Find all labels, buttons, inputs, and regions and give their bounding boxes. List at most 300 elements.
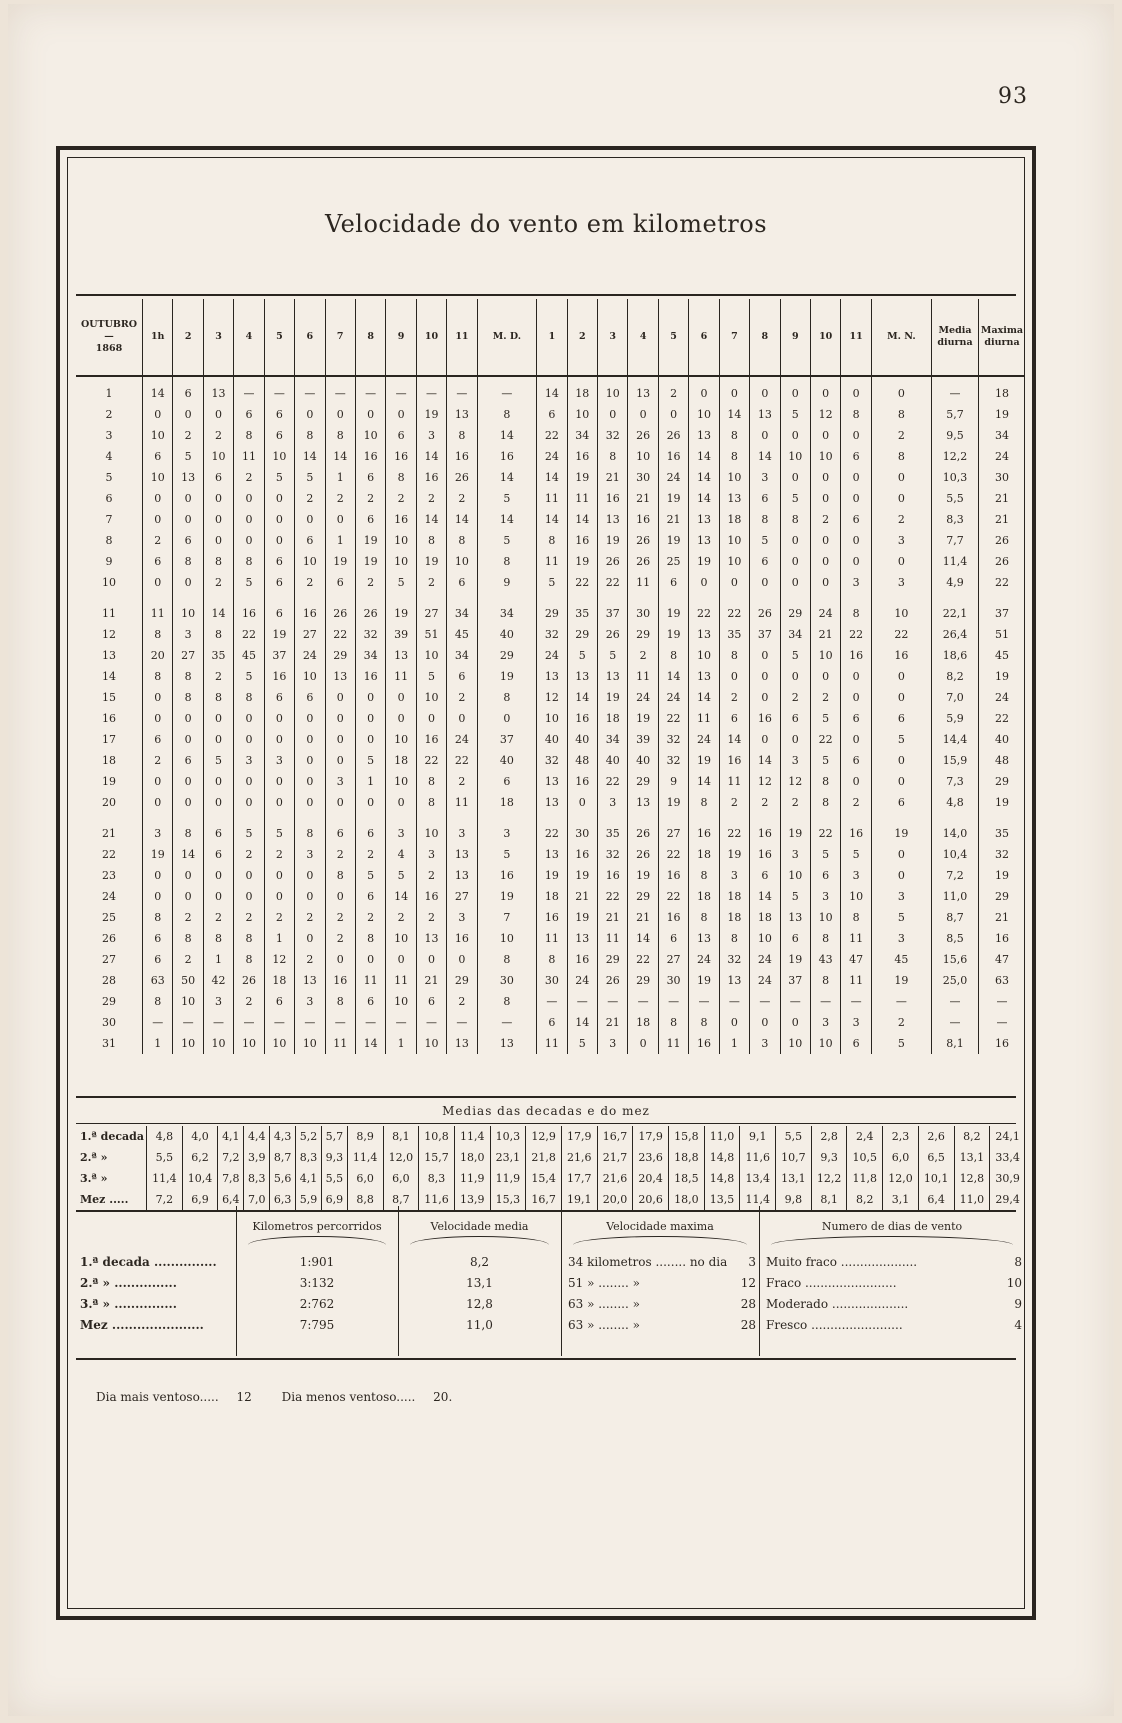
value-cell: 2 (325, 844, 355, 865)
value-cell: 2 (750, 792, 780, 813)
value-cell: 6 (264, 991, 294, 1012)
average-cell: 11,4 (147, 1168, 183, 1189)
value-cell: 8 (295, 425, 325, 446)
value-cell: 16 (295, 603, 325, 624)
value-cell: 19 (567, 865, 597, 886)
value-cell: 16 (567, 708, 597, 729)
average-cell: 18,5 (669, 1168, 705, 1189)
value-cell: 0 (173, 404, 203, 425)
value-cell: 19 (689, 970, 719, 991)
table-row (76, 886, 1025, 907)
value-cell: 8 (173, 823, 203, 844)
value-cell: 32 (598, 425, 628, 446)
value-cell: 0 (173, 488, 203, 509)
value-cell: 24 (537, 645, 567, 666)
value-cell: 2 (143, 750, 173, 771)
value-cell: 13 (689, 928, 719, 949)
value-cell: 0 (173, 886, 203, 907)
value-cell: 8 (537, 530, 567, 551)
gap-cell (264, 813, 294, 823)
page-title: Velocidade do vento em kilometros (324, 210, 768, 238)
gap-cell (810, 593, 840, 603)
value-cell: 14 (689, 467, 719, 488)
day-cell: 5 (105, 471, 113, 484)
value-cell: 6 (537, 404, 567, 425)
value-cell: 26 (325, 603, 355, 624)
value-cell: 6 (750, 551, 780, 572)
km-value: 2:762 (299, 1297, 335, 1311)
average-row (76, 1168, 1025, 1189)
value-cell: 11 (658, 1033, 688, 1054)
value-cell: 0 (295, 865, 325, 886)
value-cell: 10 (689, 404, 719, 425)
hour-header: 3 (203, 299, 233, 376)
day-cell: 1 (105, 387, 113, 400)
average-cell: 10,8 (419, 1126, 455, 1147)
value-cell: 18 (264, 970, 294, 991)
value-cell: 6 (841, 750, 871, 771)
value-cell: 0 (386, 687, 416, 708)
value-cell: 2 (173, 907, 203, 928)
average-cell: 13,4 (740, 1168, 776, 1189)
value-cell: 1 (264, 928, 294, 949)
value-cell: 13 (628, 376, 658, 404)
value-cell: 11 (689, 708, 719, 729)
value-cell: 5 (841, 844, 871, 865)
value-cell: 11 (537, 551, 567, 572)
value-cell: 3 (264, 750, 294, 771)
value-cell: 0 (325, 750, 355, 771)
gap-cell (295, 813, 325, 823)
gap-cell (628, 593, 658, 603)
average-cell: 6,5 (918, 1147, 954, 1168)
value-cell: 18 (477, 792, 537, 813)
value-cell: 0 (810, 488, 840, 509)
value-cell: 19 (386, 603, 416, 624)
value-cell: 0 (173, 509, 203, 530)
value-cell: — (386, 1012, 416, 1033)
value-cell: 10 (871, 603, 931, 624)
hour-header: 6 (295, 299, 325, 376)
value-cell: 19 (871, 823, 931, 844)
value-cell: 26 (447, 467, 477, 488)
hour-header: 2 (173, 299, 203, 376)
value-cell: 0 (295, 886, 325, 907)
value-cell: — (355, 376, 385, 404)
value-cell: 47 (841, 949, 871, 970)
gap-cell (780, 813, 810, 823)
gap-cell (447, 813, 477, 823)
gap-cell (325, 813, 355, 823)
value-cell: 19 (658, 603, 688, 624)
value-cell: 20 (143, 645, 173, 666)
value-cell: 50 (173, 970, 203, 991)
value-cell: 0 (143, 792, 173, 813)
value-cell: 0 (841, 771, 871, 792)
value-cell: — (932, 991, 979, 1012)
table-row (76, 467, 1025, 488)
dias-label: Moderado .................... (766, 1297, 909, 1311)
value-cell: 40 (628, 750, 658, 771)
value-cell: 0 (143, 687, 173, 708)
value-cell: 2 (447, 771, 477, 792)
value-cell: 19 (567, 467, 597, 488)
value-cell: 10 (537, 708, 567, 729)
value-cell: 0 (780, 729, 810, 750)
value-cell: 6 (841, 1033, 871, 1054)
value-cell: 2 (386, 907, 416, 928)
hour-header: 5 (658, 299, 688, 376)
hour-header: 9 (386, 299, 416, 376)
value-cell: 27 (416, 603, 446, 624)
value-cell: 29 (447, 970, 477, 991)
value-cell: 8 (477, 949, 537, 970)
value-cell: 8 (416, 771, 446, 792)
vel-media-value: 8,2 (469, 1255, 490, 1269)
average-cell: 5,9 (296, 1189, 322, 1210)
value-cell: 26 (628, 530, 658, 551)
value-cell: 2 (295, 488, 325, 509)
value-cell: 13 (689, 425, 719, 446)
table-row (76, 907, 1025, 928)
average-cell: 21,6 (597, 1168, 633, 1189)
value-cell: 2 (719, 792, 749, 813)
value-cell: 11 (537, 928, 567, 949)
value-cell: 0 (295, 404, 325, 425)
average-cell: 10,5 (847, 1147, 883, 1168)
day-cell: 11 (102, 607, 116, 620)
value-cell: 16 (355, 666, 385, 687)
value-cell: 5 (567, 645, 597, 666)
average-cell: 21,6 (561, 1147, 597, 1168)
decade-gap (76, 593, 1025, 603)
value-cell: 0 (871, 750, 931, 771)
hour-header: 5 (264, 299, 294, 376)
value-cell: 21 (567, 886, 597, 907)
table-row (76, 425, 1025, 446)
value-cell: 8 (416, 530, 446, 551)
gap-cell (598, 813, 628, 823)
value-cell: 10 (143, 425, 173, 446)
value-cell: 0 (143, 509, 173, 530)
average-cell: 7,0 (244, 1189, 270, 1210)
value-cell: 8 (173, 551, 203, 572)
value-cell: 0 (355, 404, 385, 425)
value-cell: 14 (173, 844, 203, 865)
hour-header: 3 (598, 299, 628, 376)
value-cell: 15,9 (932, 750, 979, 771)
average-cell: 8,1 (811, 1189, 847, 1210)
value-cell: 5 (234, 666, 264, 687)
value-cell: 13 (325, 666, 355, 687)
average-cell: 4,4 (244, 1126, 270, 1147)
value-cell: 2 (447, 991, 477, 1012)
value-cell: 0 (203, 886, 233, 907)
value-cell: 16 (871, 645, 931, 666)
value-cell: 0 (750, 376, 780, 404)
value-cell: 0 (689, 376, 719, 404)
value-cell: 0 (143, 572, 173, 593)
value-cell: 10 (719, 467, 749, 488)
month-label: OUTUBRO (80, 319, 138, 330)
value-cell: — (750, 991, 780, 1012)
value-cell: 22 (810, 823, 840, 844)
value-cell: 29 (537, 603, 567, 624)
value-cell: 0 (871, 376, 931, 404)
gap-cell (325, 593, 355, 603)
value-cell: 8 (355, 928, 385, 949)
value-cell: 2 (325, 488, 355, 509)
value-cell: 29 (780, 603, 810, 624)
average-cell: 9,3 (811, 1147, 847, 1168)
value-cell: 51 (416, 624, 446, 645)
value-cell: 5 (234, 823, 264, 844)
average-cell: 6,4 (918, 1189, 954, 1210)
value-cell: 19 (979, 865, 1026, 886)
value-cell: 8 (719, 928, 749, 949)
value-cell: 0 (780, 666, 810, 687)
value-cell: 12 (750, 771, 780, 792)
value-cell: 4,8 (932, 792, 979, 813)
value-cell: 2 (416, 907, 446, 928)
medias-rule-thin (76, 1123, 1016, 1124)
value-cell: 0 (234, 886, 264, 907)
value-cell: 5 (871, 907, 931, 928)
value-cell: 29 (628, 886, 658, 907)
average-cell: 5,6 (270, 1168, 296, 1189)
day-cell: 19 (102, 775, 116, 788)
value-cell: 22 (979, 708, 1026, 729)
average-cell: 5,5 (776, 1126, 812, 1147)
value-cell: 3 (173, 624, 203, 645)
value-cell: 19 (979, 666, 1026, 687)
average-cell: 8,7 (383, 1189, 419, 1210)
value-cell: 34 (447, 603, 477, 624)
value-cell: 0 (234, 488, 264, 509)
average-cell: 20,6 (633, 1189, 669, 1210)
value-cell: 2 (780, 687, 810, 708)
value-cell: 8 (325, 991, 355, 1012)
value-cell: 63 (979, 970, 1026, 991)
value-cell: 14 (325, 446, 355, 467)
value-cell: 6 (264, 551, 294, 572)
value-cell: 5 (780, 886, 810, 907)
value-cell: 0 (203, 729, 233, 750)
value-cell: 6 (264, 404, 294, 425)
value-cell: 2 (173, 949, 203, 970)
value-cell: 6 (264, 687, 294, 708)
value-cell: 5,7 (932, 404, 979, 425)
value-cell: 13 (689, 624, 719, 645)
average-cell: 8,9 (347, 1126, 383, 1147)
month-dash: — (104, 331, 114, 342)
value-cell: 5 (537, 572, 567, 593)
table-row (76, 991, 1025, 1012)
value-cell: 0 (173, 792, 203, 813)
value-cell: 6 (355, 823, 385, 844)
value-cell: 14 (689, 687, 719, 708)
value-cell: 0 (841, 425, 871, 446)
table-frame-inner (67, 157, 1025, 1609)
value-cell: 3 (719, 865, 749, 886)
day-cell: 17 (102, 733, 116, 746)
value-cell: 0 (264, 488, 294, 509)
value-cell: 2 (295, 907, 325, 928)
value-cell: 29 (598, 949, 628, 970)
value-cell: 0 (143, 708, 173, 729)
gap-cell (750, 593, 780, 603)
dias-header: Numero de dias de vento (821, 1220, 963, 1233)
value-cell: 14 (416, 509, 446, 530)
value-cell: 19 (658, 530, 688, 551)
value-cell: 0 (810, 572, 840, 593)
value-cell: 26 (598, 551, 628, 572)
value-cell: 16 (719, 750, 749, 771)
value-cell: 10 (386, 729, 416, 750)
value-cell: 2 (143, 530, 173, 551)
value-cell: 3 (841, 1012, 871, 1033)
value-cell: 12 (810, 404, 840, 425)
value-cell: 6 (355, 467, 385, 488)
value-cell: 0 (325, 404, 355, 425)
value-cell: 2 (355, 844, 385, 865)
value-cell: 27 (447, 886, 477, 907)
value-cell: 0 (234, 530, 264, 551)
value-cell: 0 (173, 572, 203, 593)
gap-cell (264, 593, 294, 603)
average-cell: 21,7 (597, 1147, 633, 1168)
value-cell: 13 (203, 376, 233, 404)
value-cell: 8 (871, 404, 931, 425)
hour-header: 4 (628, 299, 658, 376)
gap-cell (203, 593, 233, 603)
value-cell: 16 (750, 844, 780, 865)
hour-header: 8 (355, 299, 385, 376)
average-cell: 16,7 (526, 1189, 562, 1210)
average-cell: 7,2 (147, 1189, 183, 1210)
value-cell: 16 (628, 509, 658, 530)
value-cell: 3 (598, 1033, 628, 1054)
value-cell: 6 (719, 708, 749, 729)
value-cell: 18 (750, 907, 780, 928)
value-cell: 40 (567, 729, 597, 750)
value-cell: 19 (264, 624, 294, 645)
maxima-diurna-header: Maxima diurna (979, 299, 1026, 376)
average-cell: 4,3 (270, 1126, 296, 1147)
value-cell: 1 (325, 530, 355, 551)
value-cell: 22 (719, 823, 749, 844)
value-cell: 6 (871, 708, 931, 729)
value-cell: 8 (203, 687, 233, 708)
vel-max-value: 63 » ........ » (568, 1297, 640, 1311)
value-cell: 8 (537, 949, 567, 970)
value-cell: 5,5 (932, 488, 979, 509)
value-cell: 29 (477, 645, 537, 666)
average-cell: 2,8 (811, 1126, 847, 1147)
value-cell: 22 (537, 823, 567, 844)
value-cell: 2 (628, 645, 658, 666)
value-cell: 0 (871, 467, 931, 488)
value-cell: 0 (810, 467, 840, 488)
average-cell: 6,9 (182, 1189, 218, 1210)
value-cell: 6 (143, 949, 173, 970)
value-cell: 0 (780, 467, 810, 488)
value-cell: 29 (628, 624, 658, 645)
gap-cell (979, 813, 1026, 823)
value-cell: 14 (537, 376, 567, 404)
value-cell: 11 (355, 970, 385, 991)
value-cell: 22 (537, 425, 567, 446)
value-cell: 34 (567, 425, 597, 446)
value-cell: 22 (234, 624, 264, 645)
value-cell: — (719, 991, 749, 1012)
summary-row-label: 1.ª decada ............... (80, 1255, 217, 1269)
average-cell: 9,1 (740, 1126, 776, 1147)
value-cell: 6 (841, 708, 871, 729)
value-cell: 35 (567, 603, 597, 624)
value-cell: 0 (447, 949, 477, 970)
table-row (76, 792, 1025, 813)
value-cell: 5 (203, 750, 233, 771)
value-cell: 27 (295, 624, 325, 645)
value-cell: 0 (173, 729, 203, 750)
value-cell: 6 (841, 509, 871, 530)
value-cell: — (598, 991, 628, 1012)
value-cell: 5 (386, 572, 416, 593)
value-cell: 16 (416, 886, 446, 907)
value-cell: 6 (325, 572, 355, 593)
value-cell: 16 (598, 488, 628, 509)
average-cell: 2,3 (883, 1126, 919, 1147)
value-cell: — (173, 1012, 203, 1033)
value-cell: 37 (780, 970, 810, 991)
value-cell: 16 (567, 771, 597, 792)
value-cell: 8 (477, 991, 537, 1012)
gap-cell (234, 813, 264, 823)
value-cell: 22 (598, 771, 628, 792)
value-cell: 22 (598, 572, 628, 593)
table-row (76, 376, 1025, 404)
average-cell: 2,4 (847, 1126, 883, 1147)
value-cell: 10 (719, 551, 749, 572)
value-cell: 26 (598, 624, 628, 645)
average-cell: 13,9 (454, 1189, 490, 1210)
value-cell: 22 (416, 750, 446, 771)
footnote (96, 1390, 452, 1404)
windiest-day-value: 12 (236, 1390, 252, 1404)
value-cell: 8 (689, 792, 719, 813)
average-cell: 23,1 (490, 1147, 526, 1168)
gap-cell (76, 593, 143, 603)
value-cell: 48 (567, 750, 597, 771)
table-row (76, 509, 1025, 530)
value-cell: 13 (537, 666, 567, 687)
value-cell: 30 (567, 823, 597, 844)
gap-cell (719, 813, 749, 823)
average-cell: 12,8 (954, 1168, 990, 1189)
value-cell: 35 (719, 624, 749, 645)
value-cell: 35 (979, 823, 1026, 844)
value-cell: 35 (203, 645, 233, 666)
vel-media-header: Velocidade media (430, 1220, 529, 1233)
gap-cell (477, 593, 537, 603)
value-cell: 0 (780, 376, 810, 404)
value-cell: — (932, 376, 979, 404)
vel-max-value: 63 » ........ » (568, 1318, 640, 1332)
value-cell: 5 (810, 750, 840, 771)
gap-cell (658, 593, 688, 603)
value-cell: 6 (871, 792, 931, 813)
